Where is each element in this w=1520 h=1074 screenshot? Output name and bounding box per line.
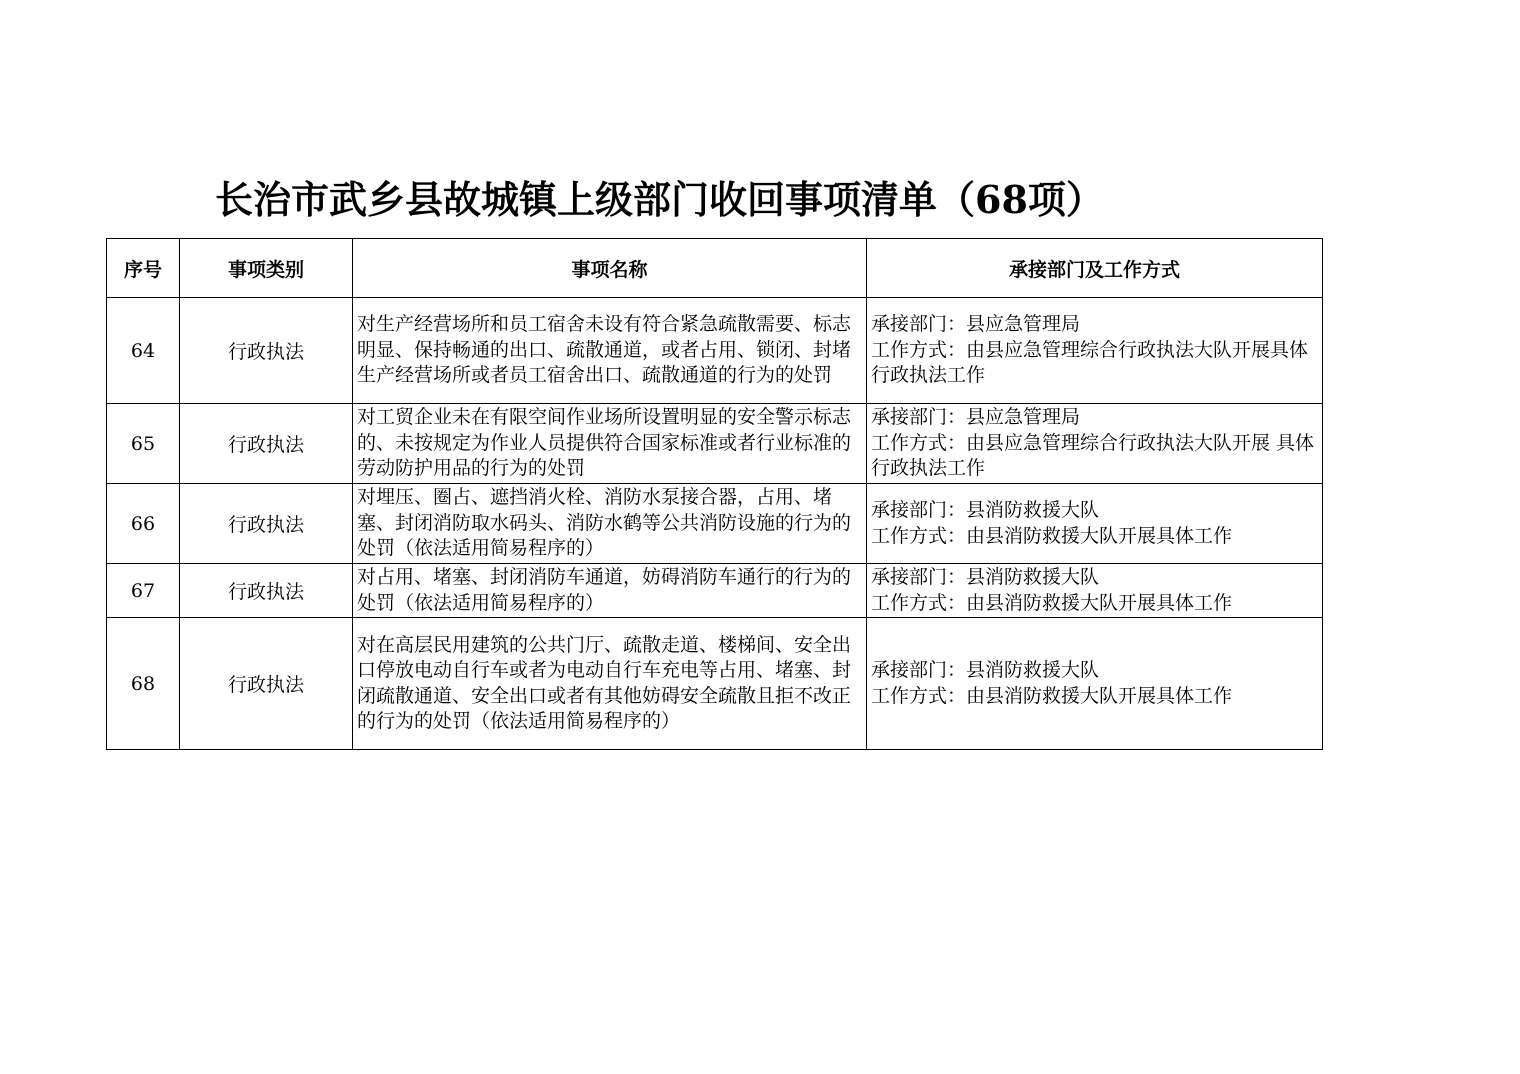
row-department-method <box>867 564 1323 618</box>
table-row <box>107 404 1323 484</box>
row-category: 行政执法 <box>180 484 353 564</box>
row-department: 承接部门：县消防救援大队 <box>871 659 1100 681</box>
row-method: 工作方式：由县应急管理综合行政执法大队开展 具体行政执法工作 <box>871 431 1315 480</box>
row-department-method <box>867 298 1323 404</box>
row-item-name: 对埋压、圈占、遮挡消火栓、消防水泵接合器，占用、堵塞、封闭消防取水码头、消防水鹤等公共消防设施的行为的处罚（依法适用简易程序的） <box>353 484 867 564</box>
row-department-method <box>867 618 1323 750</box>
row-department: 承接部门：县消防救援大队 <box>871 566 1100 588</box>
table-row <box>107 564 1323 618</box>
page-title: 长治市武乡县故城镇上级部门收回事项清单（68项） <box>215 177 1104 222</box>
row-index: 66 <box>107 484 180 564</box>
row-index: 67 <box>107 564 180 618</box>
row-method: 工作方式：由县消防救援大队开展具体工作 <box>871 524 1233 547</box>
table-row <box>107 484 1323 564</box>
row-category: 行政执法 <box>180 564 353 618</box>
row-index: 65 <box>107 404 180 484</box>
row-category: 行政执法 <box>180 404 353 484</box>
row-item-name: 对工贸企业未在有限空间作业场所设置明显的安全警示标志的、未按规定为作业人员提供符合国家标准或者行业标准的劳动防护用品的行为的处罚 <box>353 404 867 484</box>
row-method: 工作方式：由县消防救援大队开展具体工作 <box>871 684 1233 707</box>
row-department: 承接部门：县应急管理局 <box>871 406 1081 429</box>
row-index: 64 <box>107 298 180 404</box>
row-category: 行政执法 <box>180 298 353 404</box>
table-row <box>107 298 1323 404</box>
header-item-name: 事项名称 <box>353 239 867 298</box>
table-header-row <box>107 239 1323 298</box>
row-department-method <box>867 484 1323 564</box>
header-department-method: 承接部门及工作方式 <box>867 239 1323 298</box>
table-row <box>107 618 1323 750</box>
items-table <box>106 238 1323 750</box>
row-category: 行政执法 <box>180 618 353 750</box>
row-item-name: 对占用、堵塞、封闭消防车通道，妨碍消防车通行的行为的处罚（依法适用简易程序的） <box>353 564 867 618</box>
header-index: 序号 <box>107 239 180 298</box>
row-method: 工作方式：由县应急管理综合行政执法大队开展具体行政执法工作 <box>871 338 1309 387</box>
header-category: 事项类别 <box>180 239 353 298</box>
row-index: 68 <box>107 618 180 750</box>
row-department: 承接部门：县应急管理局 <box>871 313 1081 336</box>
row-method: 工作方式：由县消防救援大队开展具体工作 <box>871 591 1233 614</box>
row-department-method <box>867 404 1323 484</box>
row-item-name: 对在高层民用建筑的公共门厅、疏散走道、楼梯间、安全出口停放电动自行车或者为电动自行车充电等占用、堵塞、封闭疏散通道、安全出口或者有其他妨碍安全疏散且拒不改正的行为的处罚（依法适用简易程序的） <box>353 618 867 750</box>
row-item-name: 对生产经营场所和员工宿舍未设有符合紧急疏散需要、标志明显、保持畅通的出口、疏散通道，或者占用、锁闭、封堵生产经营场所或者员工宿舍出口、疏散通道的行为的处罚 <box>353 298 867 404</box>
row-department: 承接部门：县消防救援大队 <box>871 499 1100 521</box>
